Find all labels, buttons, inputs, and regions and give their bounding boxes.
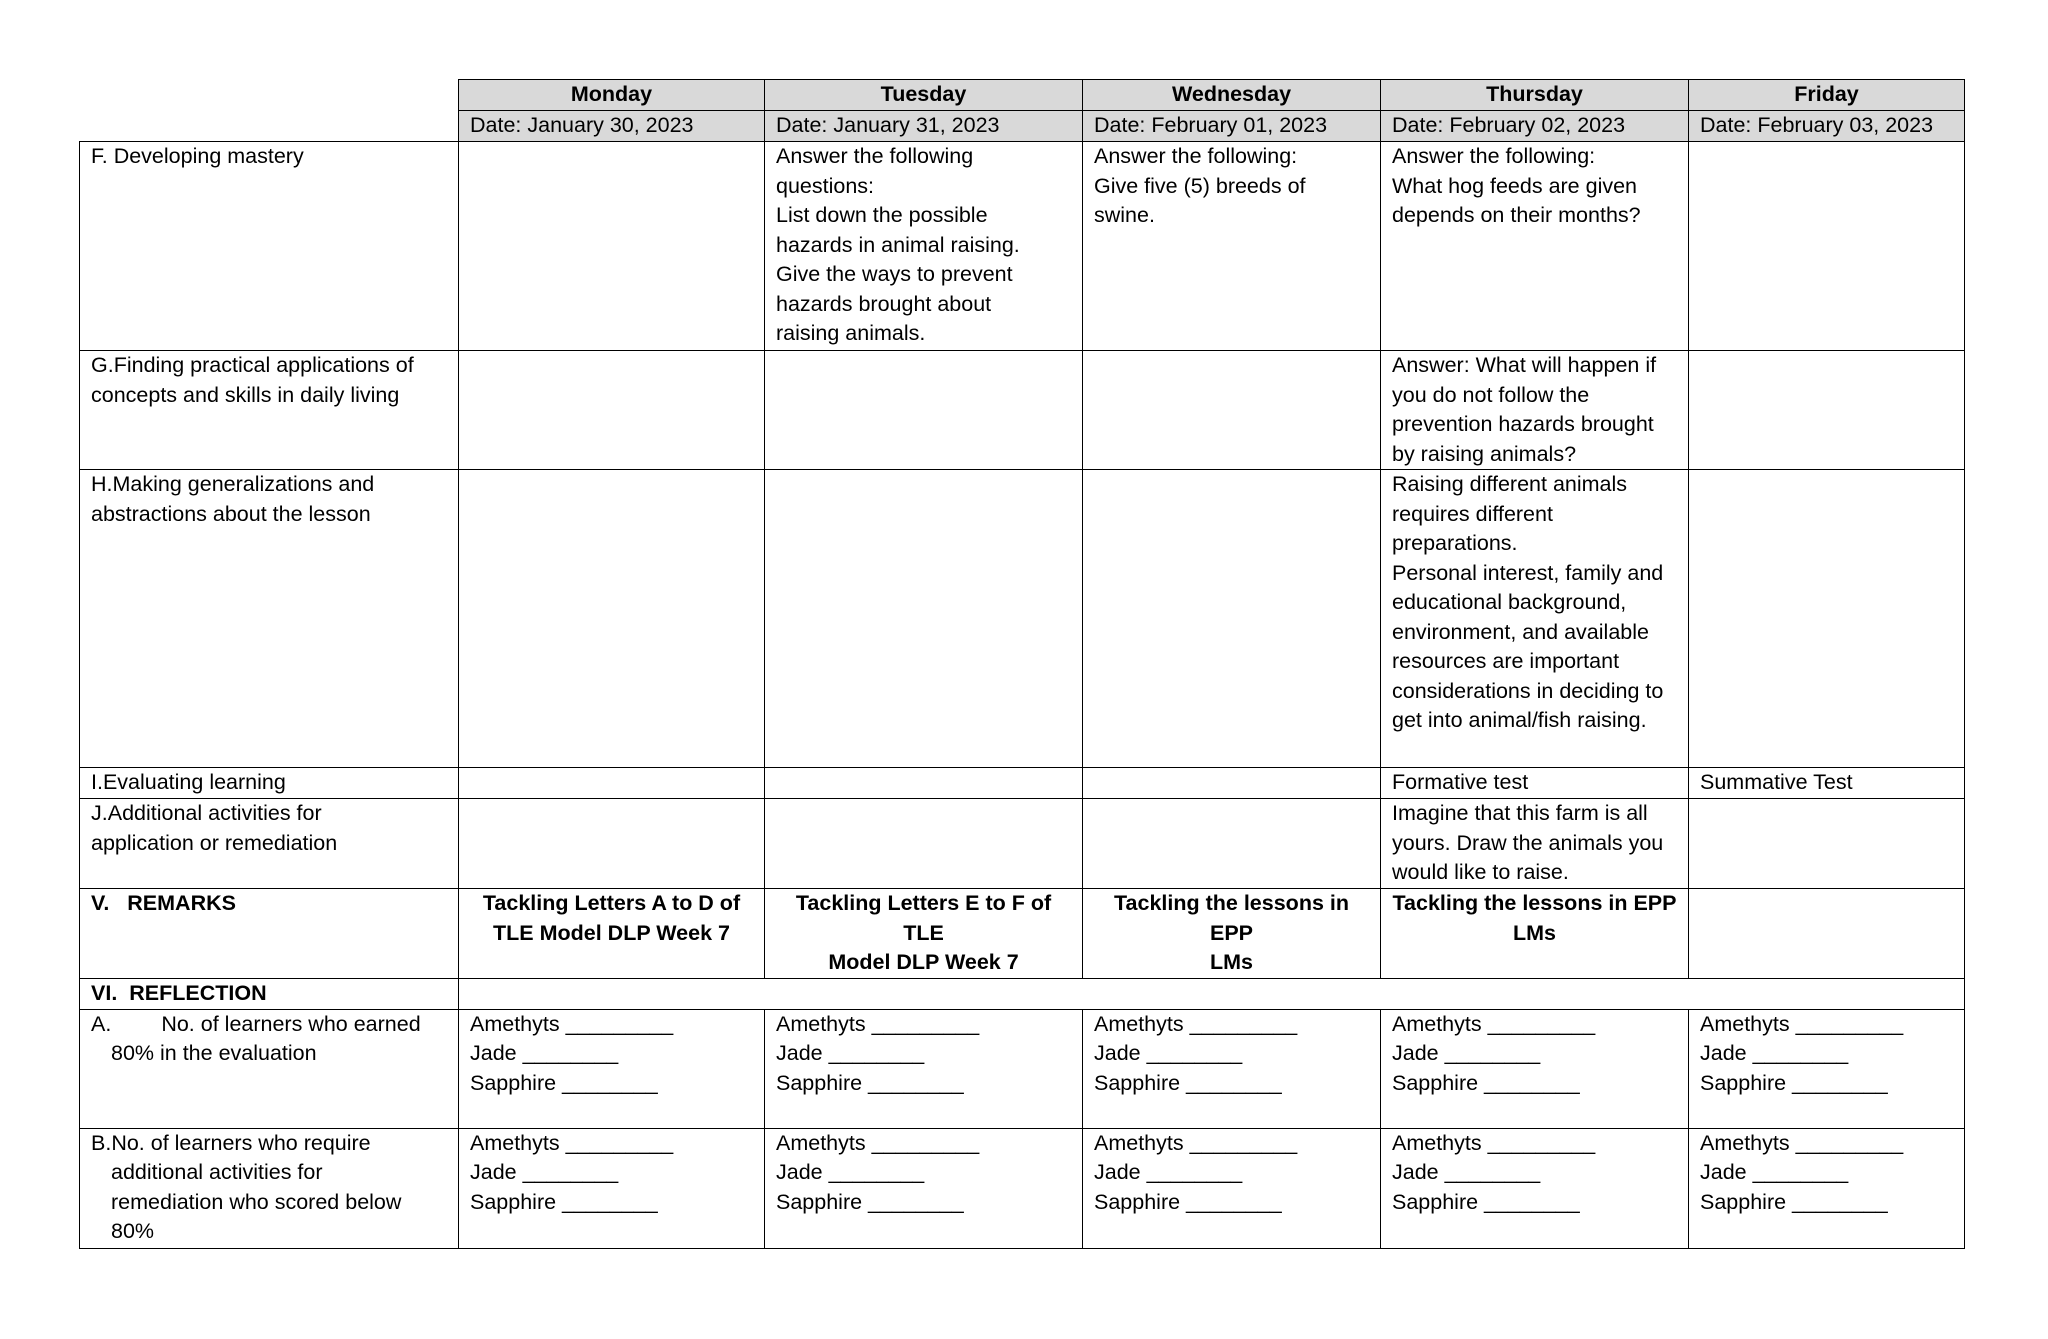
- cell-text: Answer the following: Give five (5) breeds of swine.: [1083, 142, 1381, 351]
- cell-text: Answer the following: What hog feeds are given depends on their months?: [1381, 142, 1689, 351]
- day-friday: Friday: [1689, 80, 1965, 111]
- section-heading: VI. REFLECTION: [80, 978, 459, 1009]
- date-monday: Date: January 30, 2023: [459, 111, 765, 142]
- date-row: [80, 111, 1965, 142]
- row-label: A. No. of learners who earned 80% in the evaluation: [80, 1009, 459, 1128]
- row-label: F. Developing mastery: [80, 142, 459, 351]
- row-practical-applications: [80, 351, 1965, 470]
- cell-text: Answer: What will happen if you do not follow the prevention hazards brought by raising animals?: [1381, 351, 1689, 470]
- remark-wednesday: Tackling the lessons in EPP LMs: [1083, 889, 1381, 979]
- section-list: Amethyts _________ Jade ________ Sapphire ________: [1381, 1128, 1689, 1248]
- section-list: Amethyts _________ Jade ________ Sapphire ________: [1083, 1009, 1381, 1128]
- day-monday: Monday: [459, 80, 765, 111]
- row-reflection: [80, 978, 1965, 1009]
- cell-text: Formative test: [1381, 768, 1689, 799]
- cell-text: Summative Test: [1689, 768, 1965, 799]
- row-label: I.Evaluating learning: [80, 768, 459, 799]
- remark-thursday: Tackling the lessons in EPP LMs: [1381, 889, 1689, 979]
- row-generalizations: [80, 470, 1965, 768]
- dlp-table: [79, 79, 1965, 1249]
- row-label: J.Additional activities for application or remediation: [80, 799, 459, 889]
- section-list: Amethyts _________ Jade ________ Sapphire ________: [1083, 1128, 1381, 1248]
- date-tuesday: Date: January 31, 2023: [765, 111, 1083, 142]
- row-developing-mastery: [80, 142, 1965, 351]
- section-list: Amethyts _________ Jade ________ Sapphire ________: [1689, 1128, 1965, 1248]
- remark-tuesday: Tackling Letters E to F of TLE Model DLP Week 7: [765, 889, 1083, 979]
- row-evaluating-learning: [80, 768, 1965, 799]
- cell-text: Imagine that this farm is all yours. Draw the animals you would like to raise.: [1381, 799, 1689, 889]
- section-list: Amethyts _________ Jade ________ Sapphire ________: [765, 1128, 1083, 1248]
- section-list: Amethyts _________ Jade ________ Sapphire ________: [1689, 1009, 1965, 1128]
- row-label: B.No. of learners who require additional activities for remediation who scored below 80%: [80, 1128, 459, 1248]
- row-label: H.Making generalizations and abstractions about the lesson: [80, 470, 459, 768]
- row-additional-activities: [80, 799, 1965, 889]
- date-wednesday: Date: February 01, 2023: [1083, 111, 1381, 142]
- day-header-row: [80, 80, 1965, 111]
- section-list: Amethyts _________ Jade ________ Sapphire ________: [1381, 1009, 1689, 1128]
- date-thursday: Date: February 02, 2023: [1381, 111, 1689, 142]
- cell-text: Answer the following questions: List down the possible hazards in animal raising. Give the ways to prevent hazards brought about raising animals.: [765, 142, 1083, 351]
- row-learners-remediation: [80, 1128, 1965, 1248]
- section-heading: V. REMARKS: [80, 889, 459, 979]
- day-tuesday: Tuesday: [765, 80, 1083, 111]
- section-list: Amethyts _________ Jade ________ Sapphire ________: [765, 1009, 1083, 1128]
- section-list: Amethyts _________ Jade ________ Sapphire ________: [459, 1009, 765, 1128]
- day-thursday: Thursday: [1381, 80, 1689, 111]
- remark-monday: Tackling Letters A to D of TLE Model DLP Week 7: [459, 889, 765, 979]
- row-remarks: [80, 889, 1965, 979]
- day-wednesday: Wednesday: [1083, 80, 1381, 111]
- date-friday: Date: February 03, 2023: [1689, 111, 1965, 142]
- row-label: G.Finding practical applications of concepts and skills in daily living: [80, 351, 459, 470]
- row-learners-earned: [80, 1009, 1965, 1128]
- cell-text: Raising different animals requires different preparations. Personal interest, family and educational background, environment, and available resources are important considerations in deciding to get into animal/fish raising.: [1381, 470, 1689, 768]
- section-list: Amethyts _________ Jade ________ Sapphire ________: [459, 1128, 765, 1248]
